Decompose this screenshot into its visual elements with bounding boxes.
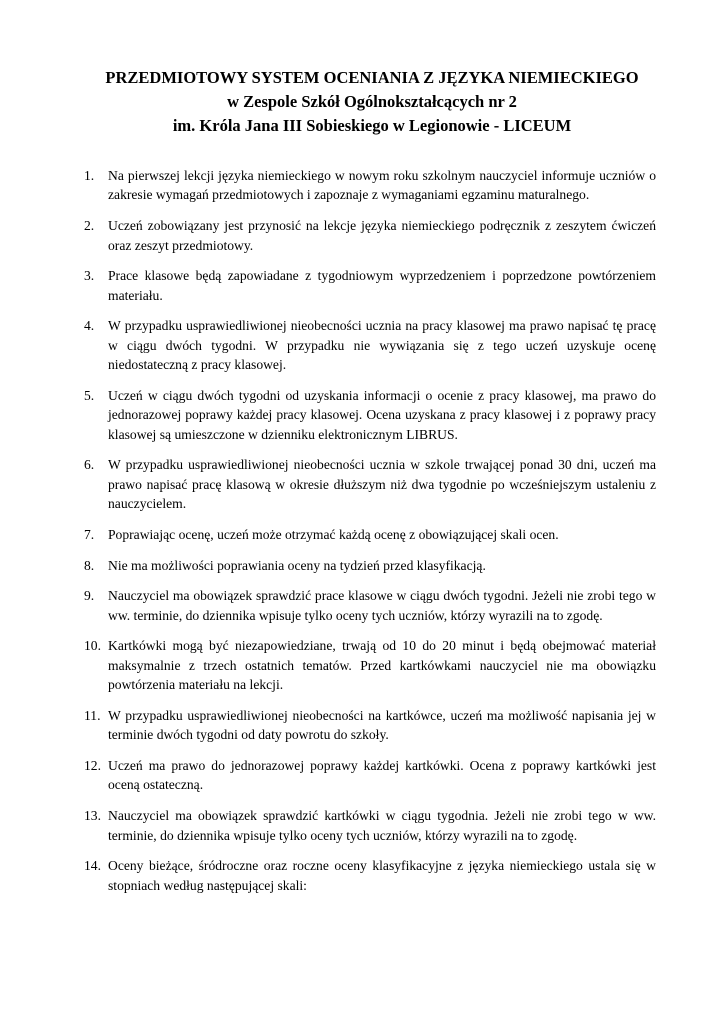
- rule-number: 1.: [84, 168, 95, 183]
- rule-text: W przypadku usprawiedliwionej nieobecności na kartkówce, uczeń ma możliwość napisania jej w terminie dwóch tygodni od daty powrotu do szkoły.: [108, 707, 656, 743]
- rule-text: Uczeń ma prawo do jednorazowej poprawy każdej kartkówki. Ocena z poprawy kartkówki jest oceną ostateczną.: [108, 758, 656, 793]
- rule-text: Nauczyciel ma obowiązek sprawdzić prace klasowe w ciągu dwóch tygodni. Jeżeli nie zrobi tego w ww. terminie, do dziennika wpisuje tylko oceny tych uczniów, którzy wyrazili na to zgodę.: [108, 588, 656, 623]
- rule-text: Nauczyciel ma obowiązek sprawdzić kartkówki w ciągu tygodnia. Jeżeli nie zrobi tego w ww. terminie, do dziennika wpisuje tylko oceny tych uczniów, którzy wyrazili na to zgodę.: [108, 808, 656, 843]
- rule-text: Kartkówki mogą być niezapowiedziane, trwają od 10 do 20 minut i będą obejmować materiał maksymalnie z trzech ostatnich tematów. Przed kartkówkami nauczyciel nie ma obowiązku powtórzenia materiału na lekcji.: [108, 638, 656, 693]
- rule-text: Na pierwszej lekcji języka niemieckiego w nowym roku szkolnym nauczyciel informuje uczniów o zakresie wymagań przedmiotowych i zapoznaje z wymaganiami egzaminu maturalnego.: [108, 168, 656, 203]
- rule-item: [84, 455, 656, 513]
- rule-item: [84, 756, 656, 795]
- rule-number: 9.: [84, 588, 95, 604]
- rule-item: [84, 266, 656, 305]
- rule-item: [84, 166, 656, 205]
- rule-item: [84, 856, 656, 895]
- rule-item: [84, 636, 656, 694]
- rule-item: [84, 386, 656, 444]
- rule-text: Poprawiając ocenę, uczeń może otrzymać każdą ocenę z obowiązującej skali ocen.: [108, 526, 559, 542]
- rule-item: [84, 216, 656, 255]
- header-school: w Zespole Szkół Ogólnokształcących nr 2: [227, 92, 517, 111]
- rule-number: 5.: [84, 387, 95, 403]
- rule-number: 2.: [84, 218, 95, 234]
- rule-text: Nie ma możliwości poprawiania oceny na tydzień przed klasyfikacją.: [108, 557, 486, 573]
- rule-item: [84, 706, 656, 745]
- rule-number: 3.: [84, 268, 95, 284]
- rule-text: W przypadku usprawiedliwionej nieobecności ucznia w szkole trwającej ponad 30 dni, uczeń ma prawo napisać pracę klasową w okresie dłuższym niż dwa tygodnie po wcześniejszym ustaleniu z nauczycielem.: [108, 457, 656, 512]
- rule-number: 12.: [84, 758, 101, 774]
- rule-item: [84, 806, 656, 845]
- rule-item: [84, 316, 656, 374]
- rule-number: 7.: [84, 526, 95, 542]
- rule-text: Oceny bieżące, śródroczne oraz roczne oceny klasyfikacyjne z języka niemieckiego ustala się w stopniach według następującej skali:: [108, 858, 656, 893]
- rule-text: Uczeń w ciągu dwóch tygodni od uzyskania informacji o ocenie z pracy klasowej, ma prawo do jednorazowej poprawy każdej pracy klasowej. Ocena uzyskana z pracy klasowej i z poprawy pracy klasowej są umieszczone w dzienniku elektronicznym LIBRUS.: [108, 387, 656, 442]
- rules-list: [84, 166, 656, 895]
- rule-text: Uczeń zobowiązany jest przynosić na lekcje języka niemieckiego podręcznik z zeszytem ćwiczeń oraz zeszyt przedmiotowy.: [108, 218, 656, 253]
- rule-text: W przypadku usprawiedliwionej nieobecności ucznia na pracy klasowej ma prawo napisać tę pracę w ciągu dwóch tygodni. W przypadku nie wywiązania się z tego uczeń uzyskuje ocenę niedostateczną z pracy klasowej.: [108, 318, 656, 373]
- rule-text: Prace klasowe będą zapowiadane z tygodniowym wyprzedzeniem i poprzedzone powtórzeniem materiału.: [108, 268, 656, 303]
- rule-number: 10.: [84, 638, 101, 654]
- rule-number: 8.: [84, 557, 95, 573]
- rule-item: [84, 556, 656, 575]
- rule-item: [84, 525, 656, 544]
- rule-number: 6.: [84, 457, 95, 473]
- rule-number: 14.: [84, 858, 101, 874]
- header-title: PRZEDMIOTOWY SYSTEM OCENIANIA Z JĘZYKA NIEMIECKIEGO: [105, 68, 639, 87]
- rule-number: 11.: [84, 707, 101, 723]
- header-school-name: im. Króla Jana III Sobieskiego w Legionowie - LICEUM: [172, 116, 572, 135]
- rule-item: [84, 586, 656, 625]
- document-header: [84, 66, 656, 138]
- rule-number: 13.: [84, 808, 101, 824]
- rule-number: 4.: [84, 318, 95, 334]
